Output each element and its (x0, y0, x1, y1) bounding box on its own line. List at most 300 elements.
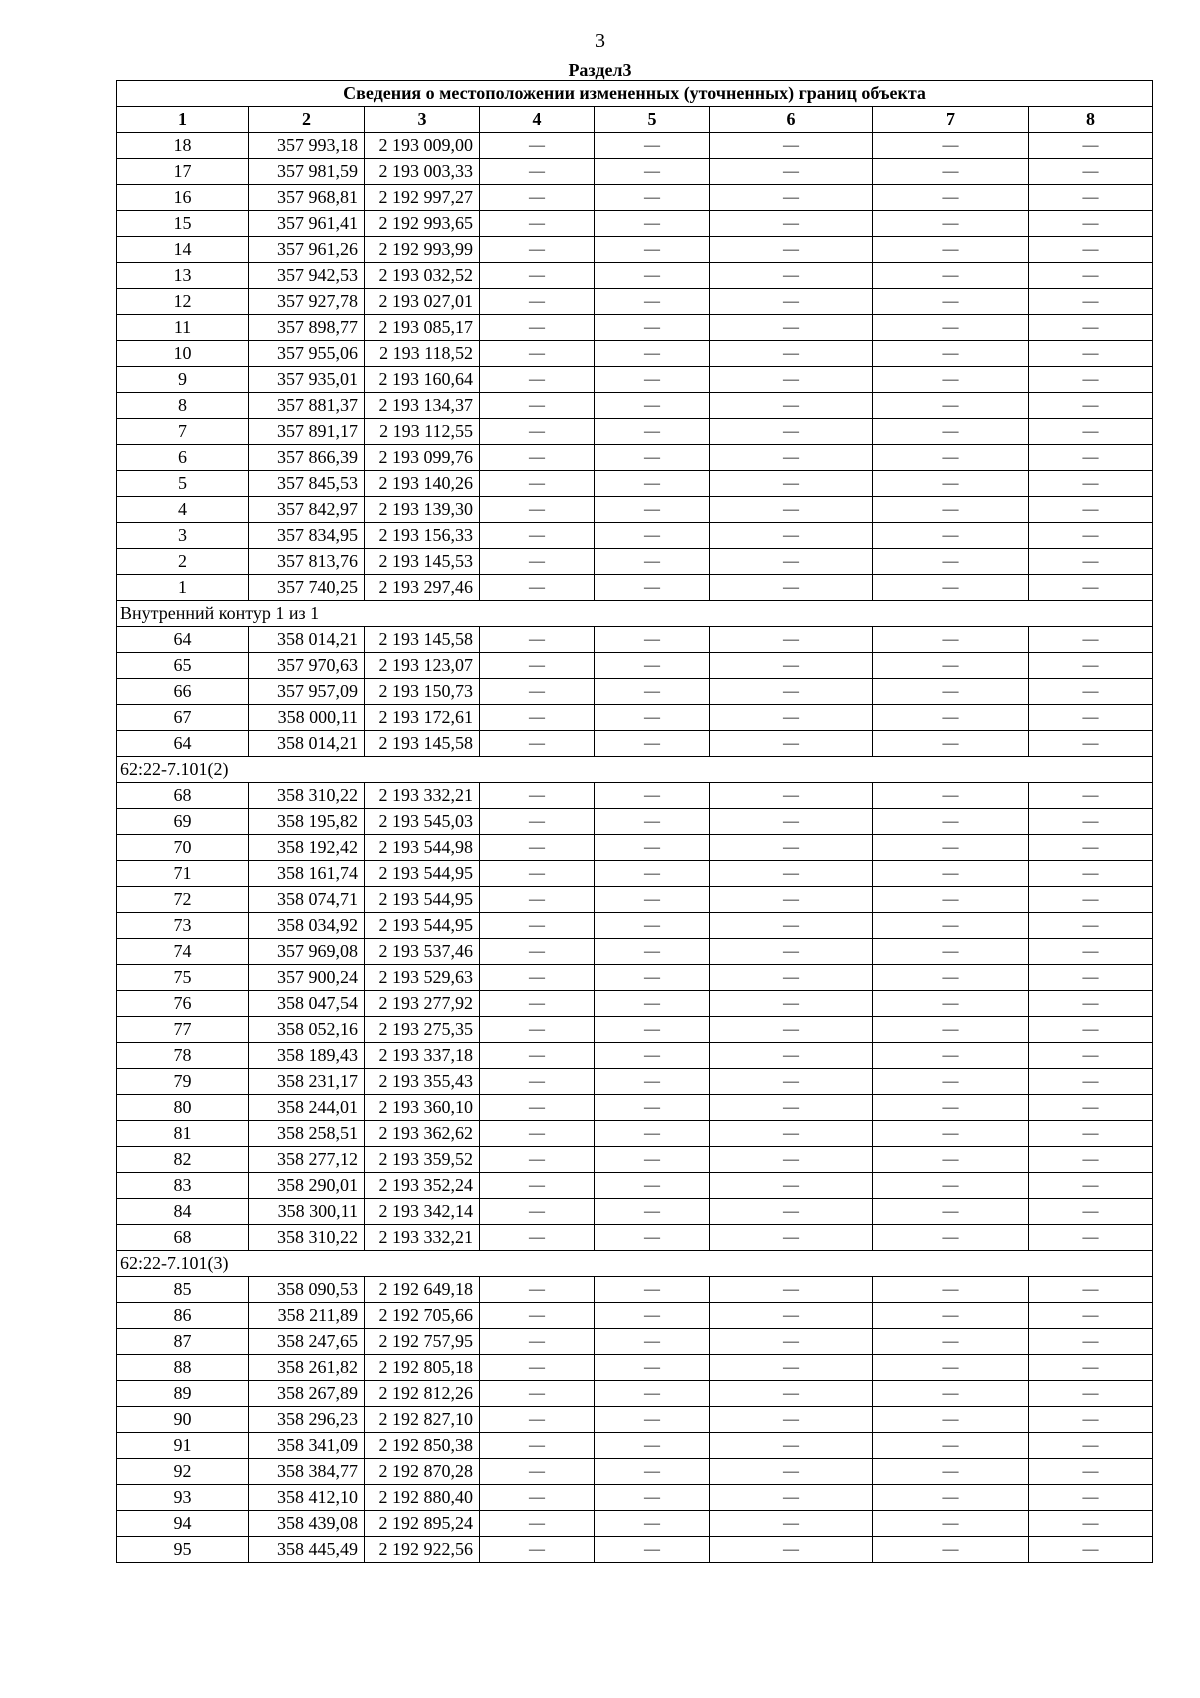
empty-value: — (710, 1355, 873, 1381)
empty-value: — (1029, 627, 1153, 653)
empty-value: — (595, 523, 710, 549)
point-number: 14 (117, 237, 249, 263)
table-row (117, 913, 1153, 939)
empty-value: — (595, 1407, 710, 1433)
coordinate-x: 357 968,81 (249, 185, 365, 211)
table-row (117, 1069, 1153, 1095)
table-row (117, 1225, 1153, 1251)
empty-value: — (595, 1355, 710, 1381)
coordinate-y: 2 193 337,18 (365, 1043, 480, 1069)
contour-group-row (117, 1251, 1153, 1277)
column-number: 5 (595, 107, 710, 133)
empty-value: — (480, 1225, 595, 1251)
empty-value: — (595, 1459, 710, 1485)
empty-value: — (1029, 1017, 1153, 1043)
coordinate-x: 358 090,53 (249, 1277, 365, 1303)
coordinate-x: 357 891,17 (249, 419, 365, 445)
empty-value: — (873, 549, 1029, 575)
empty-value: — (710, 211, 873, 237)
coordinate-x: 358 439,08 (249, 1511, 365, 1537)
empty-value: — (710, 991, 873, 1017)
empty-value: — (480, 549, 595, 575)
empty-value: — (595, 679, 710, 705)
column-number: 6 (710, 107, 873, 133)
empty-value: — (595, 1043, 710, 1069)
empty-value: — (595, 783, 710, 809)
empty-value: — (480, 965, 595, 991)
column-number: 8 (1029, 107, 1153, 133)
point-number: 93 (117, 1485, 249, 1511)
empty-value: — (710, 861, 873, 887)
empty-value: — (873, 445, 1029, 471)
empty-value: — (873, 367, 1029, 393)
coordinate-y: 2 192 649,18 (365, 1277, 480, 1303)
empty-value: — (1029, 887, 1153, 913)
empty-value: — (480, 237, 595, 263)
coordinate-x: 358 258,51 (249, 1121, 365, 1147)
empty-value: — (480, 679, 595, 705)
table-caption: Сведения о местоположении измененных (уточненных) границ объекта (117, 81, 1153, 107)
empty-value: — (595, 341, 710, 367)
empty-value: — (480, 835, 595, 861)
point-number: 95 (117, 1537, 249, 1563)
coordinate-x: 357 942,53 (249, 263, 365, 289)
empty-value: — (480, 731, 595, 757)
empty-value: — (873, 1277, 1029, 1303)
coordinate-y: 2 193 544,98 (365, 835, 480, 861)
coordinate-y: 2 192 997,27 (365, 185, 480, 211)
empty-value: — (710, 367, 873, 393)
point-number: 81 (117, 1121, 249, 1147)
coordinate-y: 2 193 003,33 (365, 159, 480, 185)
coordinate-y: 2 192 895,24 (365, 1511, 480, 1537)
empty-value: — (480, 1511, 595, 1537)
table-row (117, 1121, 1153, 1147)
empty-value: — (1029, 1407, 1153, 1433)
empty-value: — (1029, 185, 1153, 211)
coordinate-y: 2 192 705,66 (365, 1303, 480, 1329)
table-row (117, 263, 1153, 289)
table-row (117, 341, 1153, 367)
empty-value: — (1029, 783, 1153, 809)
empty-value: — (873, 965, 1029, 991)
point-number: 72 (117, 887, 249, 913)
empty-value: — (710, 1173, 873, 1199)
coordinate-x: 358 310,22 (249, 783, 365, 809)
coordinate-y: 2 193 359,52 (365, 1147, 480, 1173)
contour-label: 62:22-7.101(3) (117, 1251, 1153, 1277)
table-row (117, 133, 1153, 159)
contour-group-row (117, 757, 1153, 783)
point-number: 65 (117, 653, 249, 679)
point-number: 66 (117, 679, 249, 705)
table-row (117, 1303, 1153, 1329)
coordinate-y: 2 193 145,58 (365, 627, 480, 653)
coordinate-x: 358 290,01 (249, 1173, 365, 1199)
table-row (117, 393, 1153, 419)
coordinate-x: 357 981,59 (249, 159, 365, 185)
empty-value: — (595, 965, 710, 991)
empty-value: — (1029, 1381, 1153, 1407)
empty-value: — (710, 185, 873, 211)
empty-value: — (480, 159, 595, 185)
point-number: 83 (117, 1173, 249, 1199)
empty-value: — (595, 159, 710, 185)
coordinate-x: 358 231,17 (249, 1069, 365, 1095)
empty-value: — (595, 471, 710, 497)
coordinate-y: 2 192 827,10 (365, 1407, 480, 1433)
table-row (117, 705, 1153, 731)
empty-value: — (1029, 1043, 1153, 1069)
empty-value: — (710, 315, 873, 341)
point-number: 64 (117, 627, 249, 653)
empty-value: — (873, 185, 1029, 211)
empty-value: — (873, 1407, 1029, 1433)
empty-value: — (595, 497, 710, 523)
empty-value: — (595, 809, 710, 835)
coordinate-x: 358 211,89 (249, 1303, 365, 1329)
empty-value: — (873, 679, 1029, 705)
coordinate-x: 358 445,49 (249, 1537, 365, 1563)
empty-value: — (873, 237, 1029, 263)
empty-value: — (480, 471, 595, 497)
empty-value: — (595, 627, 710, 653)
table-row (117, 965, 1153, 991)
empty-value: — (480, 445, 595, 471)
empty-value: — (1029, 133, 1153, 159)
empty-value: — (595, 1329, 710, 1355)
empty-value: — (480, 263, 595, 289)
empty-value: — (873, 211, 1029, 237)
coordinate-x: 357 969,08 (249, 939, 365, 965)
empty-value: — (480, 1381, 595, 1407)
empty-value: — (480, 887, 595, 913)
empty-value: — (595, 1173, 710, 1199)
empty-value: — (480, 809, 595, 835)
point-number: 90 (117, 1407, 249, 1433)
empty-value: — (710, 133, 873, 159)
coordinate-x: 358 300,11 (249, 1199, 365, 1225)
empty-value: — (595, 1511, 710, 1537)
empty-value: — (873, 1381, 1029, 1407)
empty-value: — (1029, 1173, 1153, 1199)
empty-value: — (480, 939, 595, 965)
coordinate-x: 358 244,01 (249, 1095, 365, 1121)
table-row (117, 211, 1153, 237)
coordinate-y: 2 192 805,18 (365, 1355, 480, 1381)
empty-value: — (480, 523, 595, 549)
empty-value: — (710, 809, 873, 835)
empty-value: — (710, 1095, 873, 1121)
empty-value: — (873, 1173, 1029, 1199)
coordinate-x: 358 052,16 (249, 1017, 365, 1043)
coordinate-x: 357 957,09 (249, 679, 365, 705)
coordinate-x: 357 900,24 (249, 965, 365, 991)
empty-value: — (710, 783, 873, 809)
table-row (117, 1147, 1153, 1173)
contour-label: Внутренний контур 1 из 1 (117, 601, 1153, 627)
empty-value: — (595, 1017, 710, 1043)
coordinate-y: 2 193 118,52 (365, 341, 480, 367)
coordinate-x: 358 195,82 (249, 809, 365, 835)
coordinate-y: 2 193 112,55 (365, 419, 480, 445)
empty-value: — (595, 263, 710, 289)
coordinate-y: 2 193 544,95 (365, 913, 480, 939)
coordinate-x: 358 192,42 (249, 835, 365, 861)
coordinate-x: 357 834,95 (249, 523, 365, 549)
empty-value: — (1029, 445, 1153, 471)
coordinate-y: 2 193 297,46 (365, 575, 480, 601)
coordinate-x: 358 014,21 (249, 731, 365, 757)
column-number: 3 (365, 107, 480, 133)
table-row (117, 445, 1153, 471)
point-number: 67 (117, 705, 249, 731)
coordinate-x: 358 341,09 (249, 1433, 365, 1459)
point-number: 82 (117, 1147, 249, 1173)
empty-value: — (873, 705, 1029, 731)
empty-value: — (1029, 263, 1153, 289)
empty-value: — (710, 653, 873, 679)
empty-value: — (1029, 1303, 1153, 1329)
coordinate-y: 2 192 850,38 (365, 1433, 480, 1459)
coordinate-x: 357 740,25 (249, 575, 365, 601)
empty-value: — (1029, 1329, 1153, 1355)
column-number: 7 (873, 107, 1029, 133)
empty-value: — (873, 263, 1029, 289)
empty-value: — (480, 1433, 595, 1459)
empty-value: — (710, 679, 873, 705)
coordinate-x: 357 961,26 (249, 237, 365, 263)
coordinate-y: 2 193 145,58 (365, 731, 480, 757)
coordinate-x: 358 161,74 (249, 861, 365, 887)
empty-value: — (710, 1017, 873, 1043)
table-row (117, 1433, 1153, 1459)
table-row (117, 1329, 1153, 1355)
empty-value: — (873, 1329, 1029, 1355)
empty-value: — (710, 497, 873, 523)
empty-value: — (1029, 861, 1153, 887)
coordinate-y: 2 192 870,28 (365, 1459, 480, 1485)
coordinate-y: 2 193 362,62 (365, 1121, 480, 1147)
empty-value: — (480, 1277, 595, 1303)
empty-value: — (595, 1225, 710, 1251)
coordinate-y: 2 193 140,26 (365, 471, 480, 497)
empty-value: — (873, 991, 1029, 1017)
section-title: Раздел3 (568, 60, 632, 80)
coordinate-y: 2 193 156,33 (365, 523, 480, 549)
point-number: 92 (117, 1459, 249, 1485)
point-number: 79 (117, 1069, 249, 1095)
empty-value: — (1029, 1225, 1153, 1251)
empty-value: — (595, 419, 710, 445)
empty-value: — (873, 861, 1029, 887)
empty-value: — (1029, 159, 1153, 185)
empty-value: — (480, 1173, 595, 1199)
empty-value: — (873, 1199, 1029, 1225)
empty-value: — (480, 653, 595, 679)
coordinate-y: 2 192 812,26 (365, 1381, 480, 1407)
coordinate-x: 358 261,82 (249, 1355, 365, 1381)
coordinate-x: 357 993,18 (249, 133, 365, 159)
empty-value: — (480, 133, 595, 159)
point-number: 76 (117, 991, 249, 1017)
empty-value: — (710, 1329, 873, 1355)
empty-value: — (710, 419, 873, 445)
empty-value: — (873, 627, 1029, 653)
coordinate-y: 2 192 993,65 (365, 211, 480, 237)
point-number: 89 (117, 1381, 249, 1407)
empty-value: — (710, 731, 873, 757)
coordinate-x: 357 842,97 (249, 497, 365, 523)
empty-value: — (595, 1277, 710, 1303)
coordinate-y: 2 193 342,14 (365, 1199, 480, 1225)
coordinate-x: 358 034,92 (249, 913, 365, 939)
empty-value: — (710, 1069, 873, 1095)
table-row (117, 1459, 1153, 1485)
coordinate-y: 2 193 009,00 (365, 133, 480, 159)
point-number: 68 (117, 1225, 249, 1251)
empty-value: — (1029, 1485, 1153, 1511)
table-row (117, 1485, 1153, 1511)
point-number: 70 (117, 835, 249, 861)
table-row (117, 887, 1153, 913)
table-row (117, 1381, 1153, 1407)
point-number: 1 (117, 575, 249, 601)
coordinate-x: 358 296,23 (249, 1407, 365, 1433)
column-number: 4 (480, 107, 595, 133)
empty-value: — (873, 653, 1029, 679)
empty-value: — (1029, 211, 1153, 237)
empty-value: — (710, 913, 873, 939)
empty-value: — (595, 289, 710, 315)
coordinate-x: 358 384,77 (249, 1459, 365, 1485)
empty-value: — (595, 185, 710, 211)
point-number: 2 (117, 549, 249, 575)
empty-value: — (595, 211, 710, 237)
table-row (117, 991, 1153, 1017)
empty-value: — (595, 835, 710, 861)
coordinate-y: 2 193 099,76 (365, 445, 480, 471)
empty-value: — (480, 497, 595, 523)
empty-value: — (480, 1537, 595, 1563)
empty-value: — (480, 705, 595, 731)
empty-value: — (873, 1459, 1029, 1485)
point-number: 17 (117, 159, 249, 185)
empty-value: — (873, 497, 1029, 523)
point-number: 18 (117, 133, 249, 159)
empty-value: — (595, 445, 710, 471)
coordinate-y: 2 193 172,61 (365, 705, 480, 731)
coordinates-table (116, 80, 1153, 1563)
empty-value: — (1029, 419, 1153, 445)
empty-value: — (710, 471, 873, 497)
empty-value: — (480, 1303, 595, 1329)
empty-value: — (873, 809, 1029, 835)
empty-value: — (710, 445, 873, 471)
empty-value: — (595, 1147, 710, 1173)
empty-value: — (1029, 1355, 1153, 1381)
point-number: 84 (117, 1199, 249, 1225)
empty-value: — (710, 1433, 873, 1459)
contour-group-row (117, 601, 1153, 627)
empty-value: — (595, 1095, 710, 1121)
coordinate-y: 2 193 275,35 (365, 1017, 480, 1043)
empty-value: — (595, 1537, 710, 1563)
table-row (117, 1199, 1153, 1225)
empty-value: — (710, 1043, 873, 1069)
table-row (117, 679, 1153, 705)
table-row (117, 1277, 1153, 1303)
empty-value: — (873, 315, 1029, 341)
empty-value: — (1029, 393, 1153, 419)
empty-value: — (1029, 835, 1153, 861)
empty-value: — (710, 263, 873, 289)
coordinate-y: 2 193 032,52 (365, 263, 480, 289)
empty-value: — (480, 861, 595, 887)
coordinate-y: 2 193 134,37 (365, 393, 480, 419)
empty-value: — (1029, 237, 1153, 263)
coordinate-x: 358 047,54 (249, 991, 365, 1017)
table-row (117, 653, 1153, 679)
empty-value: — (480, 211, 595, 237)
point-number: 80 (117, 1095, 249, 1121)
point-number: 13 (117, 263, 249, 289)
point-number: 64 (117, 731, 249, 757)
empty-value: — (480, 575, 595, 601)
point-number: 75 (117, 965, 249, 991)
empty-value: — (595, 1433, 710, 1459)
empty-value: — (480, 1095, 595, 1121)
coordinate-x: 358 277,12 (249, 1147, 365, 1173)
empty-value: — (710, 393, 873, 419)
empty-value: — (873, 1225, 1029, 1251)
empty-value: — (710, 1225, 873, 1251)
table-row (117, 575, 1153, 601)
point-number: 71 (117, 861, 249, 887)
coordinate-y: 2 192 993,99 (365, 237, 480, 263)
table-row (117, 783, 1153, 809)
empty-value: — (1029, 289, 1153, 315)
empty-value: — (1029, 1199, 1153, 1225)
empty-value: — (873, 1537, 1029, 1563)
empty-value: — (480, 419, 595, 445)
empty-value: — (873, 1043, 1029, 1069)
coordinate-x: 358 412,10 (249, 1485, 365, 1511)
table-row (117, 1017, 1153, 1043)
coordinate-x: 357 845,53 (249, 471, 365, 497)
table-row (117, 237, 1153, 263)
point-number: 94 (117, 1511, 249, 1537)
table-row (117, 419, 1153, 445)
empty-value: — (1029, 965, 1153, 991)
empty-value: — (1029, 1537, 1153, 1563)
empty-value: — (1029, 679, 1153, 705)
empty-value: — (710, 1199, 873, 1225)
coordinate-x: 357 970,63 (249, 653, 365, 679)
coordinate-y: 2 193 355,43 (365, 1069, 480, 1095)
table-body (117, 133, 1153, 1563)
empty-value: — (480, 783, 595, 809)
empty-value: — (1029, 1147, 1153, 1173)
empty-value: — (595, 237, 710, 263)
empty-value: — (873, 419, 1029, 445)
empty-value: — (595, 1199, 710, 1225)
empty-value: — (480, 1355, 595, 1381)
point-number: 7 (117, 419, 249, 445)
table-row (117, 939, 1153, 965)
coordinate-y: 2 193 332,21 (365, 783, 480, 809)
point-number: 10 (117, 341, 249, 367)
